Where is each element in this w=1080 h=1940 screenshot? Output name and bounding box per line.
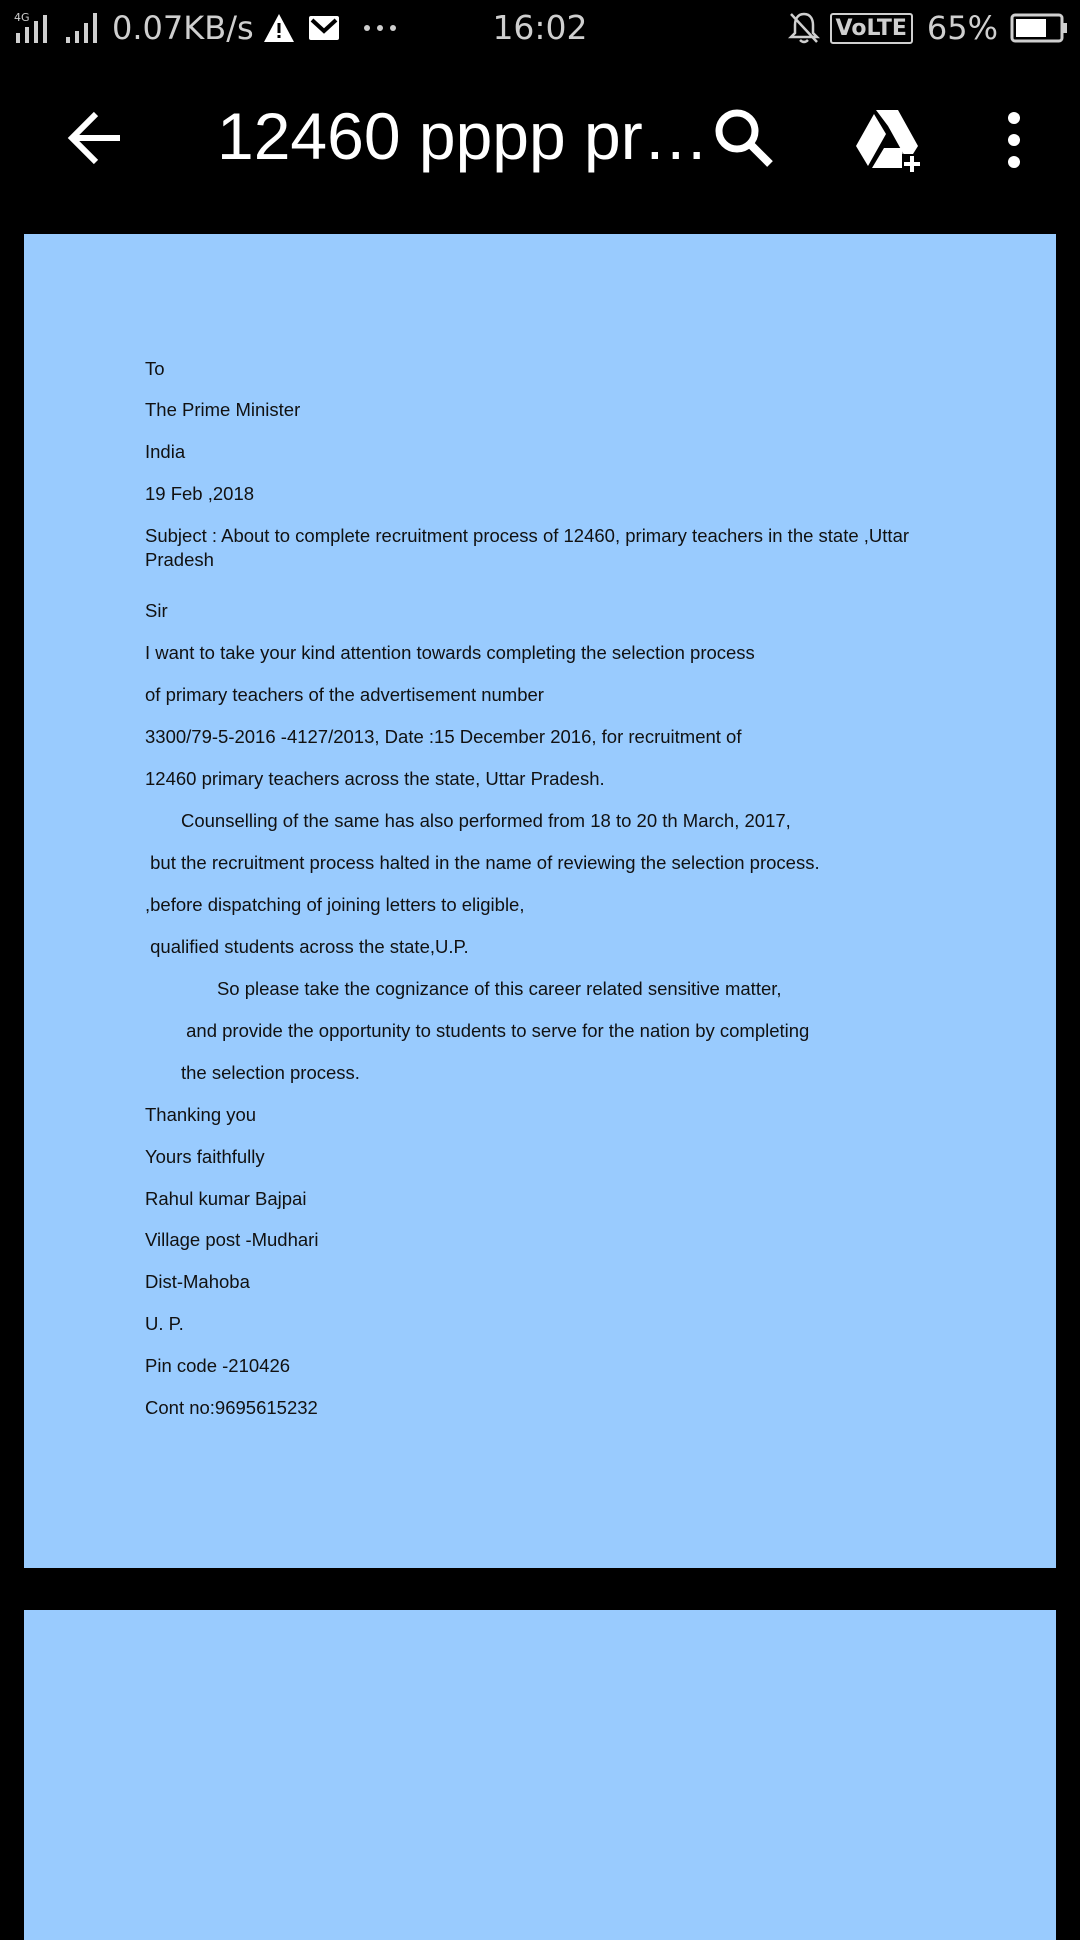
doc-line: 12460 primary teachers across the state, Uttar Pradesh. xyxy=(145,768,605,789)
document-title: 12460 pppp pr… xyxy=(217,99,709,173)
doc-line: Cont no:9695615232 xyxy=(145,1397,318,1418)
doc-line: but the recruitment process halted in the name of reviewing the selection process. xyxy=(145,852,820,873)
doc-line: Thanking you xyxy=(145,1104,257,1125)
app-bar xyxy=(0,56,1080,226)
clock: 16:02 xyxy=(492,8,588,47)
doc-line: the selection process. xyxy=(145,1062,360,1083)
doc-line: Counselling of the same has also performed from 18 to 20 th March, 2017, xyxy=(145,810,791,831)
doc-line: Rahul kumar Bajpai xyxy=(145,1188,307,1209)
volte-badge: VoLTE xyxy=(830,13,913,44)
doc-line: 3300/79-5-2016 -4127/2013, Date :15 December 2016, for recruitment of xyxy=(145,726,742,747)
doc-line: India xyxy=(145,441,186,462)
doc-line: To xyxy=(145,358,165,379)
arrow-back-icon[interactable] xyxy=(66,108,126,168)
bell-muted-icon xyxy=(788,11,820,45)
network-speed: 0.07KB/s xyxy=(112,9,254,47)
doc-line: Sir xyxy=(145,600,168,621)
doc-line: of primary teachers of the advertisement number xyxy=(145,684,544,705)
status-bar xyxy=(0,0,1080,56)
doc-line: Yours faithfully xyxy=(145,1146,265,1167)
network-type-label: 4G xyxy=(14,11,30,24)
doc-line: The Prime Minister xyxy=(145,399,301,420)
battery-icon xyxy=(1010,13,1068,43)
doc-line: I want to take your kind attention towards completing the selection process xyxy=(145,642,755,663)
doc-line: ,before dispatching of joining letters to eligible, xyxy=(145,894,525,915)
more-vert-icon[interactable] xyxy=(990,110,1038,170)
search-icon[interactable] xyxy=(712,106,776,170)
battery-percentage: 65% xyxy=(926,9,998,47)
doc-line: Village post -Mudhari xyxy=(145,1229,319,1250)
doc-line: U. P. xyxy=(145,1313,184,1334)
doc-line: Dist-Mahoba xyxy=(145,1271,250,1292)
doc-line: Subject : About to complete recruitment process of 12460, primary teachers in the state ,Uttar Pradesh xyxy=(145,525,910,570)
doc-line: 19 Feb ,2018 xyxy=(145,483,255,504)
add-to-drive-icon[interactable] xyxy=(852,104,924,176)
doc-line: So please take the cognizance of this career related sensitive matter, xyxy=(145,978,782,999)
doc-line: Pin code -210426 xyxy=(145,1355,291,1376)
doc-line: and provide the opportunity to students to serve for the nation by completing xyxy=(145,1020,810,1041)
doc-line: qualified students across the state,U.P. xyxy=(145,936,469,957)
document-page-2[interactable] xyxy=(24,1610,1056,1940)
status-right xyxy=(788,6,1068,50)
